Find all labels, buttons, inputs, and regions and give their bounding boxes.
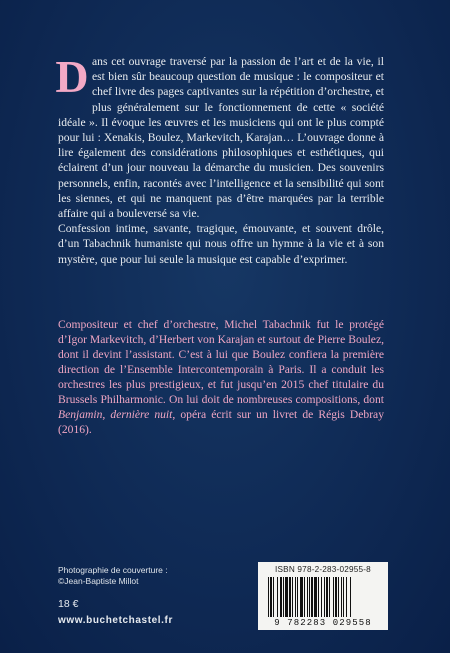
barcode-bar xyxy=(341,577,342,617)
barcode-bar xyxy=(314,577,317,617)
barcode-bar xyxy=(273,577,274,617)
photo-credits xyxy=(58,565,258,587)
barcode-bar xyxy=(277,577,278,617)
bio-work-title: Benjamin, dernière nuit xyxy=(58,408,173,421)
author-bio xyxy=(58,317,384,437)
barcode-bar xyxy=(326,577,328,617)
barcode-bar xyxy=(304,577,305,617)
price-label: 18 € xyxy=(58,598,79,610)
publisher-website: www.buchetchastel.fr xyxy=(58,615,173,626)
barcode-bar xyxy=(333,577,334,617)
bio-text-end: , opéra écrit sur un livret de Régis Debray (2016). xyxy=(58,408,384,436)
barcode-bar xyxy=(280,577,282,617)
barcode-bar xyxy=(300,577,303,617)
ean-digits: 9 782283 029558 xyxy=(274,618,372,628)
barcode-bar xyxy=(268,577,269,617)
book-description xyxy=(55,51,384,267)
description-text-1: ans cet ouvrage traversé par la passion de l’art et de la vie, il est bien sûr beaucoup question de musique : le compositeur et chef livre des pages captivantes sur la répétition d’orchestre, et plus généralement sur le fonctionnement de cette « société idéale ». Il évoque les œuvres et les musiciens qui ont le plus compté pour lui : Xenakis, Boulez, Markevitch, Karajan… L’ouvrage donne à lire également des considérations philosophiques et esthétiques, qui éclairent d’un jour nouveau la démarche du musicien. Des souvenirs personnels, enfin, racontés avec l’intelligence et la sensibilité qui sont les siennes, et qui ne manquent pas d’être marquées par la terrible affaire qui a bouleversé sa vie. xyxy=(58,55,384,221)
isbn-label: ISBN 978-2-283-02955-8 xyxy=(275,565,371,574)
barcode-bar xyxy=(297,577,298,617)
description-paragraph-1 xyxy=(55,51,384,221)
barcode-bar xyxy=(289,577,291,617)
barcode-bar xyxy=(292,577,293,617)
barcode-bar xyxy=(283,577,284,617)
bio-text-start: Compositeur et chef d’orchestre, Michel Tabachnik fut le protégé d’Igor Markevitch, d’Herbert von Karajan et surtout de Pierre Boulez, dont il devint l’assistant. C’est à lui que Boulez confiera la première direction de l’Ensemble Intercontemporain à Paris. Il a conduit les orchestres les plus prestigieux, et fut jusqu’en 2015 chef titulaire du Brussels Philharmonic. On lui doit de nombreuses compositions, dont xyxy=(58,318,384,406)
barcode-bar xyxy=(318,577,319,617)
barcode-bar xyxy=(343,577,344,617)
barcode-panel xyxy=(258,562,388,630)
barcode-bar xyxy=(324,577,325,617)
credits-line-1: Photographie de couverture : xyxy=(58,565,168,575)
barcode-bars xyxy=(268,577,378,617)
barcode-bar xyxy=(309,577,310,617)
barcode-bar xyxy=(285,577,288,617)
description-paragraph-2: Confession intime, savante, tragique, émouvante, et souvent drôle, d’un Tabachnik humaniste qui nous offre un hymne à la vie et à son mystère, que pour lui seule la musique est capable d’exprimer. xyxy=(58,222,384,266)
barcode-bar xyxy=(329,577,330,617)
barcode-bar xyxy=(307,577,308,617)
credits-line-2: ©Jean-Baptiste Millot xyxy=(58,576,139,586)
barcode-bar xyxy=(295,577,296,617)
barcode-bar xyxy=(350,577,351,617)
barcode-bar xyxy=(338,577,339,617)
barcode-bar xyxy=(346,577,347,617)
barcode-bar xyxy=(270,577,272,617)
drop-cap: D xyxy=(55,51,89,102)
barcode-bar xyxy=(335,577,337,617)
barcode-bar xyxy=(311,577,313,617)
barcode-bar xyxy=(321,577,322,617)
